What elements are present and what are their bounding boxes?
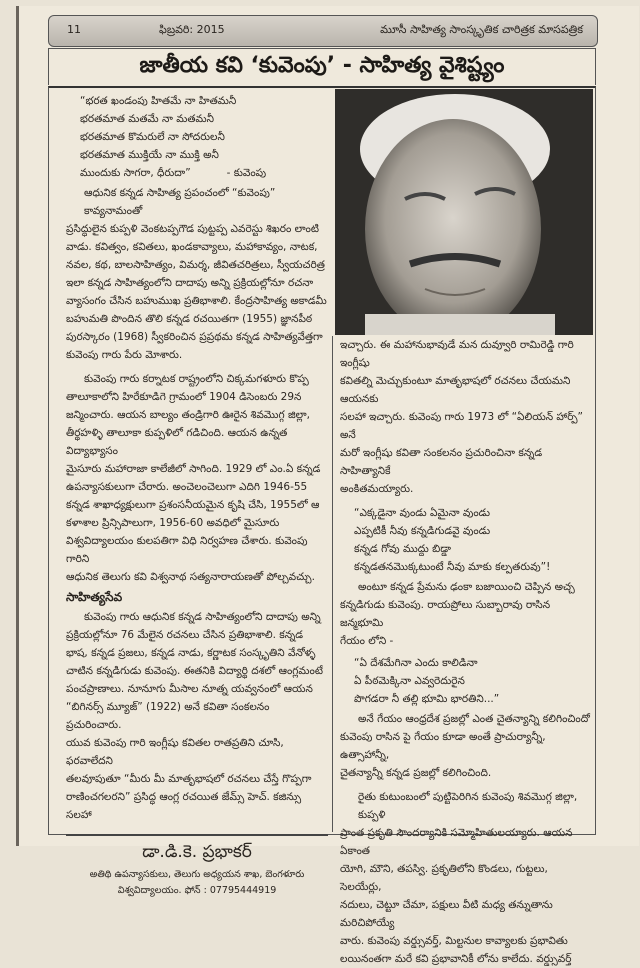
verse-line bbox=[340, 540, 590, 558]
text-line bbox=[66, 274, 328, 292]
section-heading: సాహిత్యసేవ bbox=[66, 590, 123, 604]
text-line bbox=[66, 256, 328, 274]
text-line bbox=[66, 514, 328, 532]
text-line bbox=[340, 710, 590, 728]
text-line bbox=[66, 478, 328, 496]
line-text: ఇలా కన్నడ సాహిత్యంలోని దాదాపు అన్ని ప్రక్రియల్లోనూ రచనా bbox=[66, 277, 314, 289]
line-text: కవితల్ని మెచ్చుకుంటూ మాతృభాషలో రచనలు చేయమని ఆయనకు bbox=[340, 375, 571, 405]
text-line bbox=[66, 220, 328, 238]
paragraph bbox=[340, 578, 590, 650]
verse-line bbox=[340, 558, 590, 576]
line-text: వ్యాసంగం చేసిన బహుముఖ ప్రతిభాశాలి. కేంద్రసాహిత్య అకాడమీ bbox=[66, 295, 327, 307]
line-text: కళాశాల ప్రిన్సిపాలుగా, 1956-60 అవధిలో మైసూరు bbox=[66, 517, 280, 529]
text-line bbox=[340, 950, 590, 968]
paragraph bbox=[66, 370, 328, 586]
line-text: ప్రక్రియల్లోనూ 76 మేలైన రచనలు చేసిన ప్రతిభాశాలి. కన్నడ bbox=[66, 629, 304, 641]
left-column bbox=[66, 90, 328, 902]
line-text: ముందుకు సాగరా, ధీరుదా” bbox=[80, 167, 191, 179]
text-line bbox=[66, 734, 328, 770]
title-box bbox=[48, 48, 596, 85]
text-line bbox=[66, 496, 328, 514]
line-text: రైతు కుటుంబంలో పుట్టిపెరిగిన కువెంపు శివమొగ్గ జిల్లా, కుప్పళి bbox=[358, 791, 578, 821]
paragraph bbox=[66, 184, 328, 364]
line-text: భరతమాత ముక్తియే నా ముక్తి అనీ bbox=[80, 149, 219, 161]
text-line bbox=[66, 626, 328, 644]
text-line bbox=[66, 680, 328, 698]
line-text: కన్నడిగుడు కువెంపు. రాయప్రోలు సుబ్బారావు రాసిన జన్మభూమి bbox=[340, 599, 551, 629]
line-text: తాలూకాలోని హిరేకూడిగె గ్రామంలో 1904 డిసెంబరు 29న bbox=[66, 391, 302, 403]
line-text: విశ్వవిద్యాలయం కులపతిగా విధి నిర్వహణ చేశారు. కువెంపు గారిని bbox=[66, 535, 308, 565]
line-text: కువెంపు రాసిన పై గేయం కూడా అంతే ప్రాచుర్యాన్నీ, ఉత్సాహాన్నీ, bbox=[340, 731, 546, 761]
text-line bbox=[66, 370, 328, 388]
magazine-name: మూసీ సాహిత్య సాంస్కృతిక చారిత్రక మాసపత్రిక bbox=[380, 23, 583, 36]
text-line bbox=[66, 644, 328, 662]
line-text: సలహా ఇచ్చారు. కువెంపు గారు 1973 లో “ఏలియన్ హార్ప్” అనే bbox=[340, 411, 583, 441]
line-text: మరో ఇంగ్లీషు కవితా సంకలనం ప్రచురించినా కన్నడ సాహిత్యానికే bbox=[340, 447, 543, 477]
line-text: ప్రాంత ప్రకృతి సౌందర్యానికి సమ్మోహితులయ్యారు. ఆయన ఏకాంత bbox=[340, 827, 573, 857]
line-text: అంకితమయ్యారు. bbox=[340, 483, 414, 495]
line-text: “బిగినర్స్ మ్యూజ్” (1922) అనే కవితా సంకలనం ప్రచురించారు. bbox=[66, 701, 270, 731]
text-line bbox=[340, 824, 590, 860]
verse-line bbox=[340, 654, 590, 672]
line-text: ఎప్పటికీ నీవు కన్నడిగుడవై వుండు bbox=[354, 525, 491, 537]
verse-line bbox=[340, 690, 590, 708]
text-line bbox=[66, 424, 328, 460]
paragraph bbox=[340, 336, 590, 498]
text-line bbox=[340, 932, 590, 950]
text-line bbox=[66, 292, 328, 310]
author-box bbox=[66, 834, 328, 902]
line-text: “భరత ఖండంపు హితమే నా హితమనీ bbox=[80, 95, 237, 107]
issue-date: ఫిబ్రవరి: 2015 bbox=[159, 23, 225, 36]
line-text: చైతన్యాన్నీ కన్నడ ప్రజల్లో కలిగించింది. bbox=[340, 767, 492, 779]
author-name: డా.డి.కె. ప్రభాకర్ bbox=[142, 842, 252, 862]
text-line bbox=[340, 896, 590, 932]
line-text: కువెంపు గారు పేరు మోశారు. bbox=[66, 349, 183, 361]
line-text: లయినంతగా మరే కవి ప్రభావానికీ లోను కాలేదు. వర్డ్సువర్త్ bbox=[340, 953, 572, 965]
page-number: 11 bbox=[67, 23, 81, 36]
text-line bbox=[340, 336, 590, 372]
line-text: వాడు. కవిత్వం, కవితలు, ఖండకావ్యాలు, మహాకావ్యం, నాటక, bbox=[66, 241, 318, 253]
line-text: కన్నడతనమొక్కటుంటే నీవు మాకు కల్పతరువు”! bbox=[354, 561, 551, 573]
text-line bbox=[66, 388, 328, 406]
line-text: ఇచ్చారు. ఈ మహానుభావుడే మన దువ్వూరి రామిరెడ్డి గారి ఇంగ్లీషు bbox=[340, 339, 574, 369]
line-text: కన్నడ శాఖాధ్యక్షులుగా ప్రశంసనీయమైన కృషి చేసి, 1955లో ఆ bbox=[66, 499, 320, 511]
text-line bbox=[340, 632, 590, 650]
line-text: భరతమాత మతమే నా మతమనీ bbox=[80, 113, 214, 125]
line-text: నవల, కథ, బాలసాహిత్యం, విమర్శ, జీవితచరిత్రలు, స్వీయచరిత్ర bbox=[66, 259, 325, 271]
author-phone: విశ్వవిద్యాలయం. ఫోన్ : 07795444919 bbox=[117, 885, 277, 896]
line-text: కువెంపు గారు కర్నాటక రాష్ట్రంలోని చిక్కమగళూరు కొప్ప bbox=[84, 373, 309, 385]
column-divider bbox=[332, 336, 333, 832]
line-text: ఉపన్యాసకులుగా చేరారు. అంచెలంచెలుగా ఎదిగి 1946-55 bbox=[66, 481, 308, 493]
text-line bbox=[66, 460, 328, 478]
line-text: ఆధునిక తెలుగు కవి విశ్వనాథ సత్యనారాయణతో పోల్చవచ్చు. bbox=[66, 571, 315, 583]
text-line bbox=[340, 372, 590, 408]
line-text: కన్నడ గోవు ముద్దు బిడ్డా bbox=[354, 543, 451, 555]
line-text: అనే గేయం ఆంధ్రదేశ ప్రజల్లో ఎంత చైతన్యాన్ని కలిగించిందో bbox=[358, 713, 590, 725]
text-line bbox=[340, 408, 590, 444]
line-text: పంచప్రాణాలు. నూనూగు మీసాల నూత్న యవ్వనంలో ఆయన bbox=[66, 683, 313, 695]
text-line bbox=[66, 608, 328, 626]
verse-line bbox=[66, 146, 328, 164]
kuvempu-portrait-photo bbox=[335, 89, 593, 335]
line-text: అంటూ కన్నడ ప్రేమను ఢంకా బజాయించి చెప్పిన అచ్చ bbox=[358, 581, 575, 593]
verse-line bbox=[340, 672, 590, 690]
text-line bbox=[66, 698, 328, 734]
verse-line bbox=[66, 164, 328, 182]
line-text: “ఏ దేశమేగినా ఎందు కాలిడినా bbox=[354, 657, 478, 669]
text-line bbox=[66, 662, 328, 680]
text-line bbox=[66, 238, 328, 256]
line-text: చాటిన కన్నడిగుడు కువెంపు. ఈతనికి విద్యార్థి దశలో ఆంగ్లమంటే bbox=[66, 665, 323, 677]
text-line bbox=[340, 728, 590, 764]
line-text: “ఎక్కడైనా వుండు ఏమైనా వుండు bbox=[354, 507, 491, 519]
verse-quote bbox=[340, 504, 590, 576]
line-text: కువెంపు గారు ఆధునిక కన్నడ సాహిత్యంలోని దాదాపు అన్ని bbox=[84, 611, 321, 623]
text-line bbox=[340, 480, 590, 498]
text-line bbox=[66, 788, 328, 824]
paragraph bbox=[66, 608, 328, 824]
line-text: వారు. కువెంపు వర్డ్సువర్త్, మిల్టనుల కావ్యాలకు ప్రభావితు bbox=[340, 935, 568, 947]
text-line bbox=[340, 596, 590, 632]
verse-line bbox=[340, 522, 590, 540]
line-text: ఏ పీఠమెక్కినా ఎవ్వరెదురైన bbox=[354, 675, 465, 687]
text-line bbox=[66, 328, 328, 346]
paragraph bbox=[340, 788, 590, 968]
text-line bbox=[66, 532, 328, 568]
text-line bbox=[340, 578, 590, 596]
line-text: పొగడరా నీ తల్లి భూమి భారతిని...” bbox=[354, 693, 500, 705]
verse-quote bbox=[340, 654, 590, 708]
article-title: జాతీయ కవి ‘కువెంపు’ - సాహిత్య వైశిష్ట్యం bbox=[139, 53, 505, 78]
line-text: ఆధునిక కన్నడ సాహిత్య ప్రపంచంలో “కువెంపు” కావ్యనామంతో bbox=[84, 187, 276, 217]
line-text: జన్మించారు. ఆయన బాల్యం తండ్రిగారి ఊరైన శివమొగ్గ జిల్లా, bbox=[66, 409, 311, 421]
quote-attribution: - కువెంపు bbox=[226, 167, 267, 179]
line-text: పురస్కారం (1968) స్వీకరించిన ప్రప్రథమ కన్నడ సాహిత్యవేత్తగా bbox=[66, 331, 323, 343]
text-line bbox=[340, 764, 590, 782]
right-column bbox=[340, 336, 590, 968]
line-text: ప్రసిద్ధులైన కుప్పళి వెంకటప్పగౌడ పుట్టప్ప ఎవరెస్టు శిఖరం లాంటి bbox=[66, 223, 319, 235]
text-line bbox=[66, 310, 328, 328]
line-text: గేయం లోని - bbox=[340, 635, 394, 647]
text-line bbox=[66, 406, 328, 424]
line-text: భరతమాత కొమరులే నా సోదరులనీ bbox=[80, 131, 225, 143]
verse-quote bbox=[66, 92, 328, 182]
line-text: బహుమతి పొందిన తొలి కన్నడ రచయితగా (1955) జ్ఞానపీఠ bbox=[66, 313, 313, 325]
text-line bbox=[340, 788, 590, 824]
paragraph bbox=[340, 710, 590, 782]
text-line bbox=[66, 184, 328, 220]
text-line bbox=[66, 770, 328, 788]
line-text: రాణించగలరని” ప్రసిద్ధ ఆంగ్ల రచయిత జేమ్స్ హెచ్. కజిన్సు సలహా bbox=[66, 791, 302, 821]
line-text: తలవూపుతూ “మీరు మీ మాతృభాషలో రచనలు చేస్తే గొప్పగా bbox=[66, 773, 312, 785]
verse-line bbox=[66, 128, 328, 146]
line-text: భాష, కన్నడ ప్రజలు, కన్నడ నాడు, కర్ణాటక సంస్కృతిని వేనోళ్ళ bbox=[66, 647, 316, 659]
text-line bbox=[66, 346, 328, 364]
line-text: యువ కువెంపు గారి ఇంగ్లీషు కవితల రాతప్రతిని చూసి, ఫరవాలేదని bbox=[66, 737, 284, 767]
line-text: యోగి, మౌని, తపస్వి. ప్రకృతిలోని కొండలు, గుట్టలు, సెలయేర్లు, bbox=[340, 863, 548, 893]
verse-line bbox=[66, 92, 328, 110]
verse-line bbox=[340, 504, 590, 522]
line-text: నదులు, చెట్టూ చేమా, పక్షులు వీటి మధ్య తన్నుతాను మరిచిపోయ్యే bbox=[340, 899, 553, 929]
author-affiliation: అతిథి ఉపన్యాసకులు, తెలుగు అధ్యయన శాఖ, బెంగళూరు bbox=[89, 869, 305, 880]
text-line bbox=[66, 568, 328, 586]
verse-line bbox=[66, 110, 328, 128]
text-line bbox=[340, 860, 590, 896]
page-header bbox=[48, 15, 598, 47]
text-line bbox=[340, 444, 590, 480]
line-text: మైసూరు మహారాజా కాలేజీలో సాగింది. 1929 లో ఎం.ఏ కన్నడ bbox=[66, 463, 321, 475]
line-text: తీర్థహళ్ళి తాలూకా కుప్పళిలో గడిచింది. ఆయన ఉన్నత విద్యాభ్యాసం bbox=[66, 427, 288, 457]
